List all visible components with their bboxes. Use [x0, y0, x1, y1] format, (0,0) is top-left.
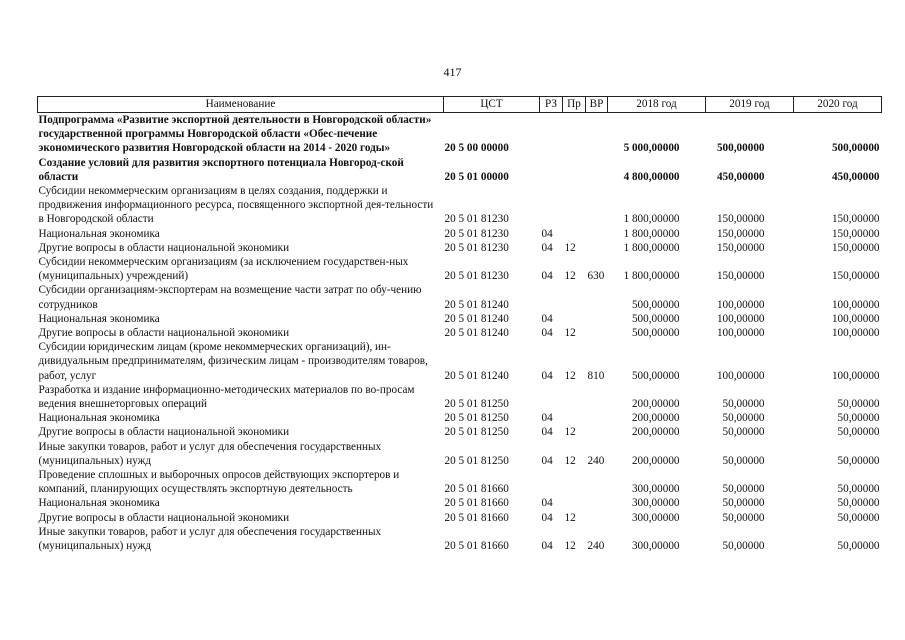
- row-name: Иные закупки товаров, работ и услуг для обеспечения государственных (муниципальных) нужд: [38, 440, 382, 467]
- row-rz: 04: [541, 412, 553, 425]
- row-rz: [540, 383, 563, 411]
- row-rz: 04: [541, 327, 553, 340]
- row-value-2019: 100,00000: [716, 327, 765, 340]
- row-value-2020: 50,00000: [837, 398, 880, 411]
- row-vr: [586, 383, 608, 411]
- row-value-2019: 50,00000: [722, 426, 765, 439]
- row-cst: 20 5 01 81250: [444, 412, 509, 425]
- row-pr: 12: [564, 327, 576, 340]
- row-value-2018: 500,00000: [631, 369, 680, 382]
- row-value-2019: 50,00000: [722, 540, 765, 553]
- table-row: [38, 283, 882, 311]
- table-row: [38, 241, 882, 255]
- table-row: [38, 468, 882, 496]
- row-rz: 04: [541, 426, 553, 439]
- row-value-2018: 1 800,00000: [623, 270, 680, 283]
- row-value-2020: 150,00000: [831, 241, 880, 254]
- row-vr: [586, 227, 608, 241]
- row-cst: 20 5 01 81660: [444, 540, 509, 553]
- row-value-2020: 100,00000: [831, 369, 880, 382]
- row-rz: 04: [541, 454, 553, 467]
- row-value-2019: 100,00000: [716, 369, 765, 382]
- row-pr: [563, 496, 586, 510]
- row-pr: 12: [564, 454, 576, 467]
- row-cst: 20 5 01 81230: [444, 270, 509, 283]
- row-value-2020: 50,00000: [837, 497, 880, 510]
- row-pr: 12: [564, 426, 576, 439]
- row-rz: [540, 468, 563, 496]
- row-value-2019: 150,00000: [716, 227, 765, 240]
- budget-table: [37, 96, 882, 553]
- row-value-2019: 450,00000: [716, 170, 765, 183]
- row-pr: [563, 113, 586, 156]
- table-row: [38, 156, 882, 184]
- table-row: [38, 113, 882, 156]
- row-value-2018: 300,00000: [631, 483, 680, 496]
- row-name: Другие вопросы в области национальной экономики: [38, 327, 290, 340]
- header-name: Наименование: [38, 97, 444, 113]
- row-rz: [540, 184, 563, 227]
- row-pr: [563, 411, 586, 425]
- row-value-2020: 50,00000: [837, 483, 880, 496]
- row-value-2020: 50,00000: [837, 426, 880, 439]
- row-value-2020: 100,00000: [831, 327, 880, 340]
- row-vr: [586, 425, 608, 439]
- row-value-2019: 150,00000: [716, 270, 765, 283]
- row-vr: [586, 411, 608, 425]
- row-value-2020: 100,00000: [831, 298, 880, 311]
- row-rz: [540, 156, 563, 184]
- header-cst: ЦСТ: [444, 97, 540, 113]
- row-rz: 04: [541, 312, 553, 325]
- row-vr: 240: [587, 454, 605, 467]
- row-pr: 12: [564, 369, 576, 382]
- row-rz: 04: [541, 227, 553, 240]
- row-name: Национальная экономика: [38, 412, 160, 425]
- row-value-2019: 150,00000: [716, 213, 765, 226]
- row-cst: 20 5 01 81230: [444, 213, 509, 226]
- header-2018: 2018 год: [608, 97, 706, 113]
- header-vr: ВР: [586, 97, 608, 113]
- row-value-2018: 200,00000: [631, 412, 680, 425]
- row-vr: [586, 312, 608, 326]
- row-name: Субсидии организациям-экспортерам на возмещение части затрат по обу-чению сотрудников: [38, 284, 422, 311]
- row-cst: 20 5 01 81250: [444, 426, 509, 439]
- row-pr: 12: [564, 511, 576, 524]
- row-value-2018: 300,00000: [631, 497, 680, 510]
- table-row: [38, 511, 882, 525]
- row-cst: 20 5 01 81240: [444, 298, 509, 311]
- row-value-2020: 150,00000: [831, 213, 880, 226]
- row-rz: 04: [541, 497, 553, 510]
- row-rz: 04: [541, 241, 553, 254]
- row-value-2019: 50,00000: [722, 483, 765, 496]
- row-name: Национальная экономика: [38, 312, 160, 325]
- row-name: Другие вопросы в области национальной экономики: [38, 241, 290, 254]
- row-vr: [586, 113, 608, 156]
- row-value-2018: 200,00000: [631, 454, 680, 467]
- row-pr: 12: [564, 241, 576, 254]
- row-vr: 810: [587, 369, 605, 382]
- table-row: [38, 440, 882, 468]
- row-cst: 20 5 01 81230: [444, 241, 509, 254]
- row-value-2019: 50,00000: [722, 497, 765, 510]
- table-row: [38, 525, 882, 553]
- header-2020: 2020 год: [794, 97, 882, 113]
- row-value-2020: 100,00000: [831, 312, 880, 325]
- row-pr: [563, 156, 586, 184]
- table-row: [38, 411, 882, 425]
- row-value-2018: 500,00000: [631, 312, 680, 325]
- row-value-2018: 500,00000: [631, 327, 680, 340]
- row-rz: 04: [541, 540, 553, 553]
- table-row: [38, 340, 882, 383]
- row-vr: 240: [587, 540, 605, 553]
- row-cst: 20 5 01 81240: [444, 312, 509, 325]
- row-cst: 20 5 00 00000: [444, 142, 509, 155]
- table-row: [38, 184, 882, 227]
- row-pr: [563, 227, 586, 241]
- table-row: [38, 227, 882, 241]
- row-name: Подпрограмма «Развитие экспортной деятельности в Новгородской области» государственной программы Новгородской области «Обес-печение экономического развития Новгородской области на 2014 - 2020 годы»: [38, 114, 432, 155]
- row-name: Проведение сплошных и выборочных опросов действующих экспортеров и компаний, планирующих осуществлять экспортную деятельность: [38, 469, 400, 496]
- row-cst: 20 5 01 81250: [444, 454, 509, 467]
- row-cst: 20 5 01 81660: [444, 497, 509, 510]
- row-pr: 12: [564, 270, 576, 283]
- table-row: [38, 425, 882, 439]
- row-cst: 20 5 01 81240: [444, 327, 509, 340]
- table-row: [38, 326, 882, 340]
- row-rz: 04: [541, 270, 553, 283]
- row-cst: 20 5 01 81660: [444, 483, 509, 496]
- row-name: Разработка и издание информационно-методических материалов по во-просам ведения внешнеторговых операций: [38, 383, 415, 411]
- row-vr: [586, 184, 608, 227]
- row-value-2020: 50,00000: [837, 540, 880, 553]
- row-rz: [540, 113, 563, 156]
- row-value-2020: 450,00000: [831, 170, 880, 183]
- row-name: Национальная экономика: [38, 227, 160, 240]
- row-value-2018: 1 800,00000: [623, 227, 680, 240]
- header-rz: РЗ: [540, 97, 563, 113]
- row-value-2019: 50,00000: [722, 412, 765, 425]
- row-value-2019: 50,00000: [722, 398, 765, 411]
- row-vr: [586, 156, 608, 184]
- row-cst: 20 5 01 81230: [444, 227, 509, 240]
- row-pr: [563, 184, 586, 227]
- row-pr: [563, 283, 586, 311]
- row-pr: [563, 312, 586, 326]
- row-value-2018: 200,00000: [631, 426, 680, 439]
- row-value-2020: 150,00000: [831, 227, 880, 240]
- row-cst: 20 5 01 00000: [444, 170, 509, 183]
- row-name: Национальная экономика: [38, 497, 160, 510]
- row-pr: [563, 383, 586, 411]
- header-2019: 2019 год: [706, 97, 794, 113]
- row-name: Субсидии некоммерческим организациям в целях создания, поддержки и продвижения информационного ресурса, посвященного экспортной дея-тельности в Новгородской области: [38, 185, 434, 226]
- table-row: [38, 496, 882, 510]
- row-vr: [586, 283, 608, 311]
- table-header-row: [38, 97, 882, 113]
- row-value-2018: 1 800,00000: [623, 241, 680, 254]
- row-name: Другие вопросы в области национальной экономики: [38, 426, 290, 439]
- row-value-2018: 1 800,00000: [623, 213, 680, 226]
- header-pr: Пр: [563, 97, 586, 113]
- row-vr: [586, 326, 608, 340]
- row-rz: 04: [541, 369, 553, 382]
- table-row: [38, 383, 882, 411]
- row-cst: 20 5 01 81660: [444, 511, 509, 524]
- row-name: Субсидии некоммерческим организациям (за исключением государствен-ных (муниципальных) учреждений): [38, 256, 409, 283]
- row-cst: 20 5 01 81250: [444, 398, 509, 411]
- row-value-2020: 50,00000: [837, 511, 880, 524]
- row-vr: [586, 468, 608, 496]
- row-vr: 630: [587, 270, 605, 283]
- row-value-2019: 150,00000: [716, 241, 765, 254]
- row-value-2018: 5 000,00000: [623, 142, 680, 155]
- row-value-2018: 200,00000: [631, 398, 680, 411]
- row-rz: 04: [541, 511, 553, 524]
- row-value-2019: 50,00000: [722, 454, 765, 467]
- row-rz: [540, 283, 563, 311]
- row-pr: 12: [564, 540, 576, 553]
- row-value-2018: 500,00000: [631, 298, 680, 311]
- row-name: Создание условий для развития экспортного потенциала Новгород-ской области: [38, 156, 404, 183]
- table-body: [38, 113, 882, 554]
- row-vr: [586, 496, 608, 510]
- row-value-2018: 4 800,00000: [623, 170, 680, 183]
- row-value-2019: 100,00000: [716, 312, 765, 325]
- row-value-2018: 300,00000: [631, 511, 680, 524]
- table-row: [38, 255, 882, 283]
- row-vr: [586, 511, 608, 525]
- row-name: Иные закупки товаров, работ и услуг для обеспечения государственных (муниципальных) нужд: [38, 525, 382, 553]
- row-name: Субсидии юридическим лицам (кроме некоммерческих организаций), ин-дивидуальным предпринимателям, физическим лицам - производителям товаров, работ, услуг: [38, 341, 428, 382]
- row-value-2020: 150,00000: [831, 270, 880, 283]
- row-pr: [563, 468, 586, 496]
- row-value-2020: 50,00000: [837, 454, 880, 467]
- row-value-2020: 50,00000: [837, 412, 880, 425]
- row-value-2019: 50,00000: [722, 511, 765, 524]
- row-cst: 20 5 01 81240: [444, 369, 509, 382]
- row-value-2019: 500,00000: [716, 142, 765, 155]
- page-number: 417: [443, 65, 462, 79]
- table-row: [38, 312, 882, 326]
- row-vr: [586, 241, 608, 255]
- row-name: Другие вопросы в области национальной экономики: [38, 511, 290, 524]
- row-value-2018: 300,00000: [631, 540, 680, 553]
- row-value-2020: 500,00000: [831, 142, 880, 155]
- row-value-2019: 100,00000: [716, 298, 765, 311]
